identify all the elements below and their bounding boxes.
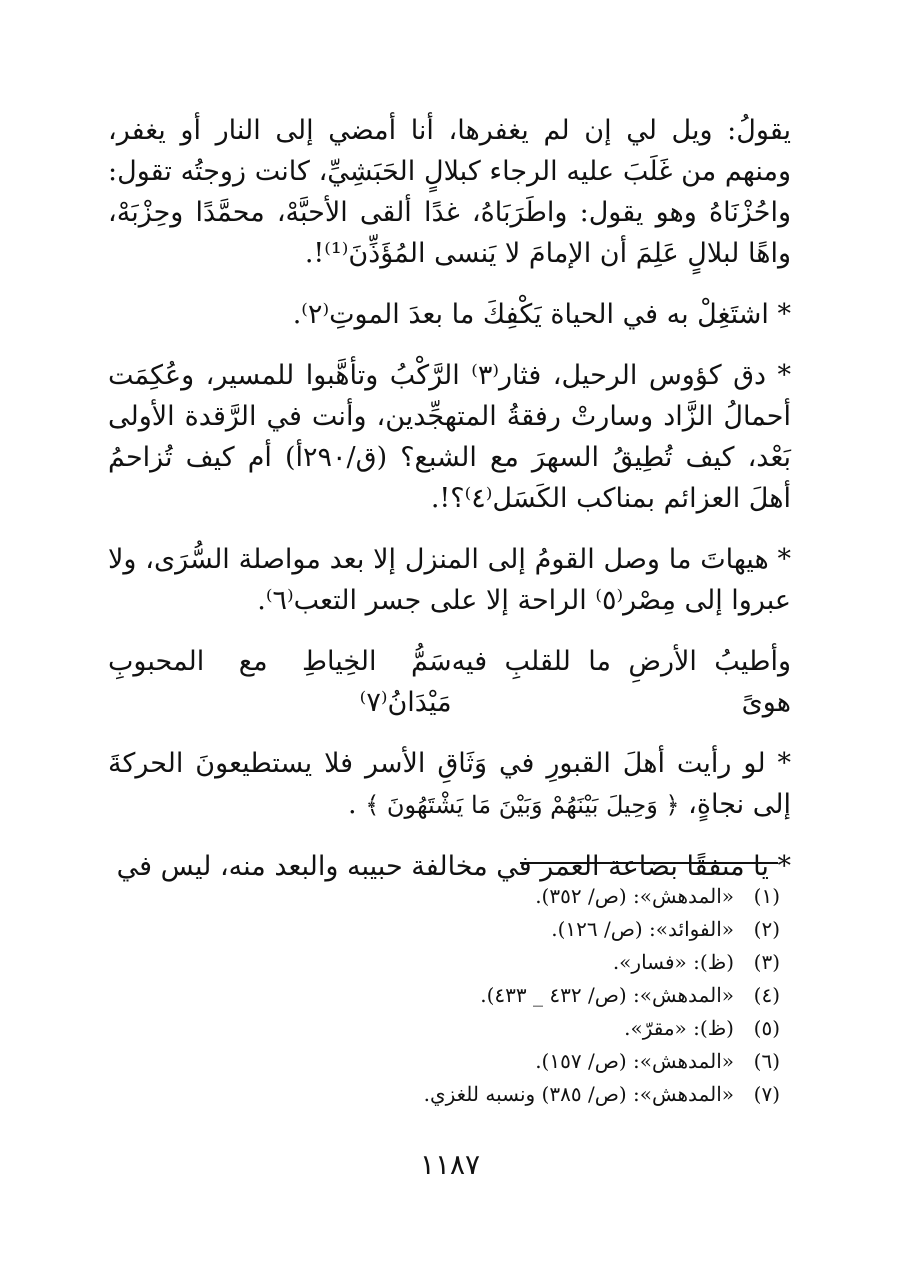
paragraph: * دق كؤوس الرحيل، فثار⁽٣⁾ الرَّكْبُ وتأهَّبوا للمسير، وعُكِمَت أحمالُ الزَّاد وسارتْ رفقةُ المتهجِّدين، وأنت في الرَّقدة الأولى بَعْد، كيف تُطِيقُ السهرَ مع الشبع؟ (ق/٢٩٠أ) أم كيف تُزاحمُ أهلَ العزائم بمناكب الكَسَل⁽٤⁾؟!. bbox=[108, 360, 791, 514]
paragraph: يقولُ: ويل لي إن لم يغفرها، أنا أمضي إلى النار أو يغفر، ومنهم من غَلَبَ عليه الرجاء كبلالٍ الحَبَشِيِّ، كانت زوجتُه تقول: واحُزْنَاهُ وهو يقول: واطَرَبَاهُ، غدًا ألقى الأحبَّهْ، محمَّدًا وحِزْبَهْ، واهًا لبلالٍ عَلِمَ أن الإمامَ لا يَنسى المُؤَذِّنَ⁽¹⁾!. bbox=[108, 115, 791, 269]
quran-quote: ﴿ وَحِيلَ بَيْنَهُمْ وَبَيْنَ مَا يَشْتَهُونَ ﴾ bbox=[365, 791, 680, 819]
page-number: ١١٨٧ bbox=[419, 1148, 481, 1181]
poetry-verse bbox=[108, 641, 791, 723]
footnote-number: (٥) bbox=[753, 1016, 780, 1040]
paragraph-text: * لو رأيت أهلَ القبورِ في وَثَاقِ الأسر فلا يستطيعونَ الحركةَ إلى نجاةٍ، bbox=[108, 748, 791, 820]
footnote-number: (٢) bbox=[753, 917, 780, 941]
paragraph: * اشتَغِلْ به في الحياة يَكْفِكَ ما بعدَ الموتِ⁽٢⁾. bbox=[292, 299, 791, 330]
footnote-number: (٣) bbox=[753, 950, 780, 974]
footnote-text: «المدهش»: (ص/ ١٥٧). bbox=[535, 1049, 734, 1073]
footnote bbox=[300, 913, 780, 946]
footnote bbox=[300, 946, 780, 979]
verse-first-hemistich: وأطيبُ الأرضِ ما للقلبِ فيه هوىً bbox=[451, 646, 791, 718]
paragraph-end: . bbox=[348, 789, 357, 820]
main-text bbox=[108, 110, 791, 907]
footnote-text: «المدهش»: (ص/ ٤٣٢ _ ٤٣٣). bbox=[480, 983, 734, 1007]
footnote-number: (١) bbox=[753, 884, 780, 908]
footnote bbox=[300, 880, 780, 913]
footnotes bbox=[300, 880, 780, 1111]
footnote-number: (٤) bbox=[753, 983, 780, 1007]
paragraph: * هيهاتَ ما وصل القومُ إلى المنزل إلا بعد مواصلة السُّرَى، ولا عبروا إلى مِصْر⁽٥⁾ الراحة إلا على جسر التعب⁽٦⁾. bbox=[108, 544, 791, 616]
footnote bbox=[300, 1012, 780, 1045]
footnote bbox=[300, 1078, 780, 1111]
footnote-number: (٧) bbox=[753, 1082, 780, 1106]
footnote bbox=[300, 979, 780, 1012]
footnote-divider bbox=[520, 862, 778, 864]
paragraph bbox=[108, 743, 791, 826]
footnote-text: «المدهش»: (ص/ ٣٥٢). bbox=[535, 884, 734, 908]
footnote-text: (ظ): «مقرّ». bbox=[624, 1016, 734, 1040]
footnote-text: (ظ): «فسار». bbox=[612, 950, 734, 974]
footnote-text: «الفوائد»: (ص/ ١٢٦). bbox=[551, 917, 734, 941]
verse-second-hemistich: سَمُّ الخِياطِ مع المحبوبِ مَيْدَانُ⁽٧⁾ bbox=[108, 646, 452, 718]
footnote bbox=[300, 1045, 780, 1078]
footnote-text: «المدهش»: (ص/ ٣٨٥) ونسبه للغزي. bbox=[423, 1082, 734, 1106]
paragraph: * يا منفقًا بضاعة العمر في مخالفة حبيبه والبعد منه، ليس في bbox=[116, 851, 791, 882]
footnote-number: (٦) bbox=[753, 1049, 780, 1073]
